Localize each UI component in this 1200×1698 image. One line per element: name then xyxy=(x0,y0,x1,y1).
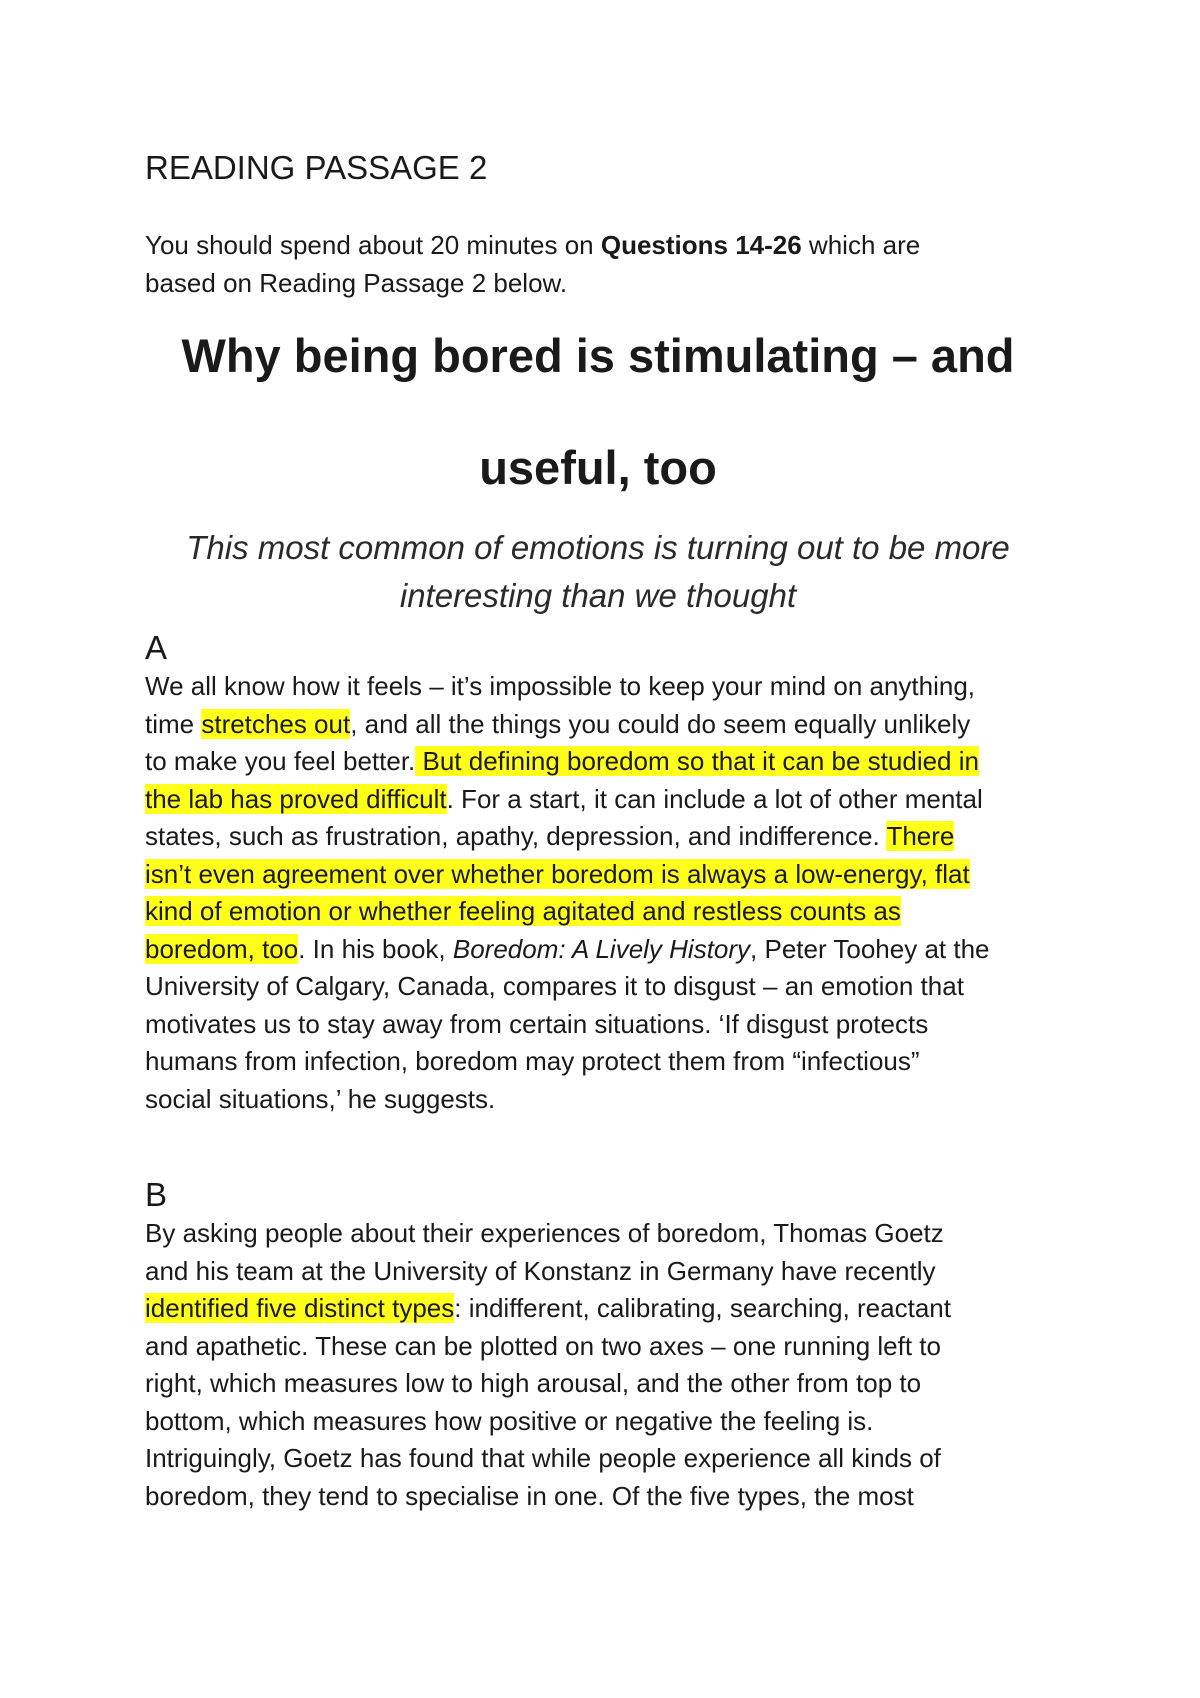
instructions-text: You should spend about 20 minutes on xyxy=(145,230,601,260)
text-line xyxy=(145,743,1065,781)
text-line xyxy=(145,1403,1065,1441)
section-letter-a: A xyxy=(145,629,168,666)
highlighted-text: stretches out xyxy=(201,708,351,739)
text-line xyxy=(145,856,1065,894)
text-line xyxy=(145,1290,1065,1328)
highlighted-text: But defining boredom so that it can be studied in xyxy=(415,746,979,776)
section-letter-b: B xyxy=(145,1176,168,1213)
text-line xyxy=(145,931,1065,969)
questions-range: Questions 14-26 xyxy=(600,230,802,260)
title-line: useful, too xyxy=(479,441,717,494)
text-line xyxy=(145,1081,1065,1119)
text-line xyxy=(145,781,1065,819)
article-subtitle xyxy=(133,524,1063,620)
text-line xyxy=(145,1215,1065,1253)
highlighted-text: isn’t even agreement over whether boredom is always a low-energy, flat xyxy=(145,858,970,889)
paragraph-a xyxy=(145,668,1065,1118)
text-span: and apathetic. These can be plotted on two axes – one running left to xyxy=(145,1330,941,1361)
text-span: to make you feel better. xyxy=(145,746,416,776)
text-span: states, such as frustration, apathy, depression, and indifference. xyxy=(145,821,887,851)
text-line xyxy=(145,1006,1065,1044)
text-line xyxy=(145,818,1065,856)
instructions-text: based on Reading Passage 2 below. xyxy=(145,268,568,298)
text-line xyxy=(145,1365,1065,1403)
text-line xyxy=(145,1043,1065,1081)
instructions xyxy=(145,226,1045,302)
paragraph-b xyxy=(145,1215,1065,1515)
text-span: University of Calgary, Canada, compares it to disgust – an emotion that xyxy=(145,971,964,1001)
text-line xyxy=(145,668,1065,706)
text-line xyxy=(145,1478,1065,1516)
subtitle-line: This most common of emotions is turning out to be more xyxy=(186,529,1010,566)
book-title: Boredom: A Lively History xyxy=(452,933,751,964)
passage-heading: READING PASSAGE 2 xyxy=(145,149,488,186)
text-span: boredom, they tend to specialise in one. Of the five types, the most xyxy=(145,1480,914,1511)
text-span: humans from infection, boredom may protect them from “infectious” xyxy=(145,1046,920,1076)
text-span: : indifferent, calibrating, searching, reactant xyxy=(454,1293,951,1323)
text-span: , and all the things you could do seem equally unlikely xyxy=(350,708,971,739)
highlighted-text: There xyxy=(886,821,955,851)
text-span: , Peter Toohey at the xyxy=(750,933,990,964)
text-span: right, which measures low to high arousal, and the other from top to xyxy=(145,1368,922,1398)
text-span: bottom, which measures how positive or negative the feeling is. xyxy=(145,1405,874,1436)
text-span: social situations,’ he suggests. xyxy=(145,1083,496,1114)
text-line xyxy=(145,1253,1065,1291)
text-span: By asking people about their experiences of boredom, Thomas Goetz xyxy=(145,1218,944,1248)
text-line xyxy=(145,706,1065,744)
subtitle-line: interesting than we thought xyxy=(399,577,797,614)
text-span: . For a start, it can include a lot of other mental xyxy=(446,783,983,814)
text-span: and his team at the University of Konstanz in Germany have recently xyxy=(145,1255,936,1286)
text-line xyxy=(145,893,1065,931)
text-span: time xyxy=(145,708,202,739)
title-line: Why being bored is stimulating – and xyxy=(181,329,1015,382)
article-title xyxy=(133,300,1063,524)
instructions-text: which are xyxy=(801,230,921,260)
text-span: Intriguingly, Goetz has found that while people experience all kinds of xyxy=(145,1443,941,1473)
text-line xyxy=(145,1440,1065,1478)
text-line xyxy=(145,1328,1065,1366)
text-span: . In his book, xyxy=(298,933,453,964)
highlighted-text: kind of emotion or whether feeling agitated and restless counts as xyxy=(145,896,901,926)
text-span: We all know how it feels – it’s impossible to keep your mind on anything, xyxy=(145,671,976,701)
highlighted-text: boredom, too xyxy=(145,933,299,964)
highlighted-text: identified five distinct types xyxy=(145,1293,455,1323)
text-span: motivates us to stay away from certain situations. ‘If disgust protects xyxy=(145,1008,929,1039)
text-line xyxy=(145,968,1065,1006)
highlighted-text: the lab has proved difficult xyxy=(145,783,447,814)
